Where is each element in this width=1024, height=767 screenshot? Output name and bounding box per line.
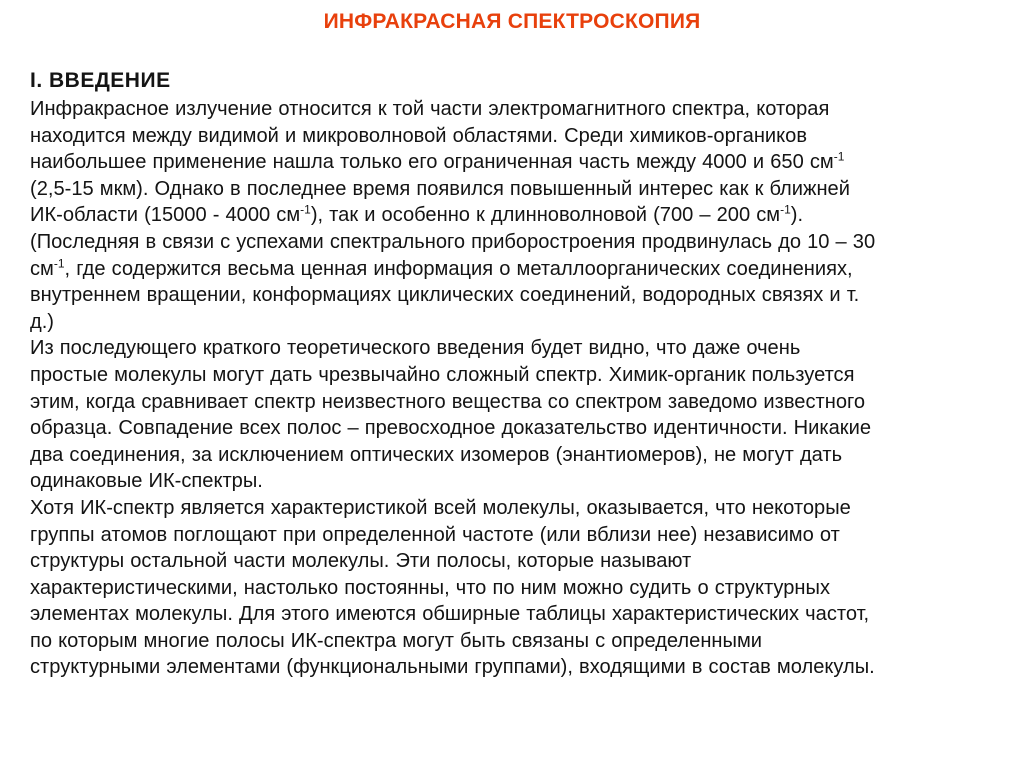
text-run: д.) — [30, 310, 54, 333]
superscript: -1 — [780, 202, 791, 217]
text-line — [30, 229, 1005, 256]
text-run: группы атомов поглощают при определенной частоте (или вблизи нее) независимо от — [30, 523, 840, 546]
text-run: характеристическими, настолько постоянны, что по ним можно судить о структурных — [30, 576, 831, 599]
text-run: (Последняя в связи с успехами спектрального приборостроения продвинулась до 10 – 30 — [30, 230, 876, 253]
superscript: -1 — [833, 149, 845, 164]
text-line — [30, 389, 1005, 416]
text-run: ). — [790, 204, 804, 227]
text-line — [30, 495, 1005, 522]
text-line — [30, 256, 1005, 283]
text-run: одинаковые ИК-спектры. — [30, 470, 263, 493]
text-line — [30, 442, 1005, 469]
body-text — [30, 96, 1005, 681]
superscript: -1 — [300, 202, 311, 217]
text-run: Инфракрасное излучение относится к той части электромагнитного спектра, которая — [30, 98, 830, 120]
text-run: см — [30, 257, 54, 280]
text-run: внутреннем вращении, конформациях циклических соединений, водородных связях и т. — [30, 284, 860, 307]
text-run: элементах молекулы. Для этого имеются обширные таблицы характеристических частот, — [30, 603, 870, 626]
text-line — [30, 601, 1005, 628]
text-line — [30, 282, 1005, 309]
text-line — [30, 628, 1005, 655]
text-line — [30, 654, 1005, 681]
text-line — [30, 309, 1005, 336]
text-line — [30, 176, 1005, 203]
text-run: структурными элементами (функциональными группами), входящими в состав молекулы. — [30, 656, 875, 679]
section-heading: I. ВВЕДЕНИЕ — [30, 69, 171, 92]
text-line — [30, 123, 1005, 150]
text-line — [30, 96, 1005, 123]
text-line — [30, 522, 1005, 549]
text-run: ), так и особенно к длинноволновой (700 – 200 см — [310, 204, 781, 227]
text-line — [30, 468, 1005, 495]
text-run: два соединения, за исключением оптических изомеров (энантиомеров), не могут дать — [30, 443, 843, 466]
text-run: образца. Совпадение всех полос – превосходное доказательство идентичности. Никакие — [30, 417, 871, 440]
text-line — [30, 362, 1005, 389]
text-run: Хотя ИК-спектр является характеристикой всей молекулы, оказывается, что некоторые — [30, 496, 851, 519]
text-line — [30, 149, 1005, 176]
text-run: структуры остальной части молекулы. Эти полосы, которые называют — [30, 550, 692, 573]
text-line — [30, 335, 1005, 362]
text-run: простые молекулы могут дать чрезвычайно сложный спектр. Химик-органик пользуется — [30, 363, 855, 386]
superscript: -1 — [53, 255, 65, 270]
slide-title: ИНФРАКРАСНАЯ СПЕКТРОСКОПИЯ — [323, 10, 701, 33]
text-run: , где содержится весьма ценная информация о металлоорганических соединениях, — [64, 257, 853, 280]
text-run: ИК-области (15000 - 4000 см — [30, 204, 301, 227]
text-run: (2,5-15 мкм). Однако в последнее время появился повышенный интерес как к ближней — [30, 177, 850, 200]
text-line — [30, 202, 1005, 229]
text-run: этим, когда сравнивает спектр неизвестного вещества со спектром заведомо известного — [30, 390, 866, 413]
text-run: по которым многие полосы ИК-спектра могут быть связаны с определенными — [30, 629, 763, 652]
text-line — [30, 548, 1005, 575]
text-run: наибольшее применение нашла только его ограниченная часть между 4000 и 650 см — [30, 151, 834, 174]
text-line — [30, 575, 1005, 602]
text-run: Из последующего краткого теоретического введения будет видно, что даже очень — [30, 337, 801, 360]
text-run: находится между видимой и микроволновой областями. Среди химиков-органиков — [30, 124, 808, 147]
text-line — [30, 415, 1005, 442]
